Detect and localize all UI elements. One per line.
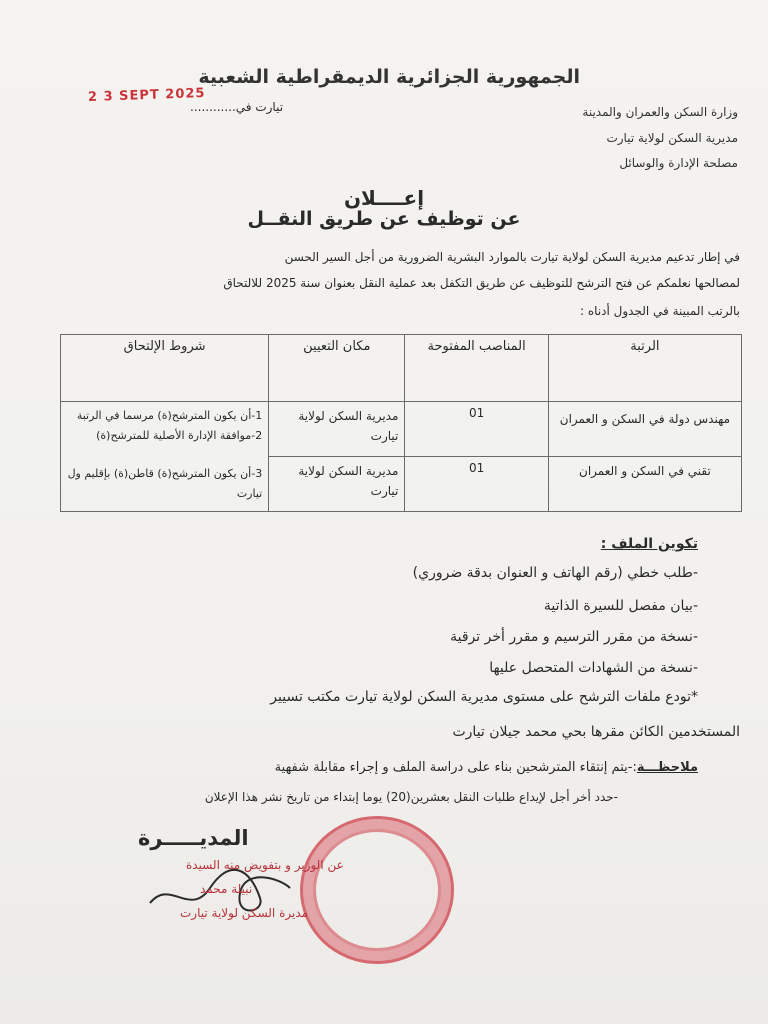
deadline-text: -حدد أخر أجل لإيداع طلبات النقل بعشرين(20) يوما إبتداء من تاريخ نشر هذا الإعلان (204, 790, 618, 804)
announcement-title: إعــــلان (343, 186, 425, 210)
intro-line-2: لمصالحها نعلمكم عن فتح الترشح للتوظيف عن طريق التكفل بعد عملية النقل بعنوان سنة 2025 للالتحاق (223, 276, 740, 290)
positions-table (60, 334, 742, 512)
dossier-item-4: -نسخة من الشهادات المتحصل عليها (489, 660, 698, 676)
intro-line-1: في إطار تدعيم مديرية السكن لولاية تيارت بالموارد البشرية الضرورية من أجل السير الحسن (284, 250, 740, 264)
note-text: :-يتم إنتقاء المترشحين بناء على دراسة الملف و إجراء مقابلة شفهية (274, 760, 637, 775)
row2-location: مديرية السكن لولاية تيارت (269, 457, 405, 512)
condition-3: 3-أن يكون المترشح(ة) قاطن(ة) بإقليم ول تيارت (67, 467, 263, 500)
conditions-cell (61, 402, 269, 512)
signature-line-3: مديرة السكن لولاية تيارت (180, 906, 309, 920)
condition-1: 1-أن يكون المترشح(ة) مرسما في الرتبة (76, 409, 263, 422)
dossier-item-3: -نسخة من مقرر الترسيم و مقرر أخر ترقية (450, 629, 698, 645)
signature-line-2: نبيلة محمد (200, 882, 253, 896)
row1-location: مديرية السكن لولاية تيارت (269, 402, 405, 457)
official-stamp (300, 816, 454, 964)
table-row (61, 402, 742, 457)
header-positions: المناصب المفتوحة (405, 335, 548, 402)
note-label: ملاحظـــة (636, 760, 698, 775)
note (275, 760, 698, 775)
dossier-item-1: -طلب خطي (رقم الهاتف و العنوان بدقة ضروري) (412, 565, 698, 581)
row1-grade: مهندس دولة في السكن و العمران (548, 402, 741, 457)
deposit-line-1: *تودع ملفات الترشح على مستوى مديرية السكن لولاية تيارت مكتب تسيير (270, 689, 698, 705)
header-location: مكان التعيين (269, 335, 405, 402)
service-name: مصلحة الإدارة والوسائل (619, 156, 738, 170)
row2-grade: تقني في السكن و العمران (548, 457, 741, 512)
dossier-item-2: -بيان مفصل للسيرة الذاتية (543, 598, 698, 614)
date-label: تيارت في............ (190, 100, 284, 114)
header-conditions: شروط الإلتحاق (61, 335, 269, 402)
ministry-name: وزارة السكن والعمران والمدينة (582, 105, 738, 119)
republic-heading: الجمهورية الجزائرية الديمقراطية الشعبية (198, 66, 580, 88)
announcement-subtitle: عن توظيف عن طريق النقــل (247, 208, 521, 230)
dossier-title: تكوين الملف : (600, 536, 698, 552)
deposit-line-2: المستخدمين الكائن مقرها بحي محمد جيلان تيارت (452, 724, 740, 740)
header-grade: الرتبة (548, 335, 741, 402)
row2-positions: 01 (405, 457, 548, 512)
signature-line-1: عن الوزير و بتفويض منه السيدة (186, 858, 344, 872)
intro-line-3: بالرتب المبينة في الجدول أدناه : (580, 304, 740, 318)
directorate-name: مديرية السكن لولاية تيارت (606, 131, 738, 145)
table-header-row (61, 335, 742, 402)
row1-positions: 01 (405, 402, 548, 457)
condition-2: 2-موافقة الإدارة الأصلية للمترشح(ة) (96, 429, 263, 442)
date-stamp: 2 3 SEPT 2025 (87, 85, 206, 106)
director-title: المديـــــرة (138, 826, 249, 850)
